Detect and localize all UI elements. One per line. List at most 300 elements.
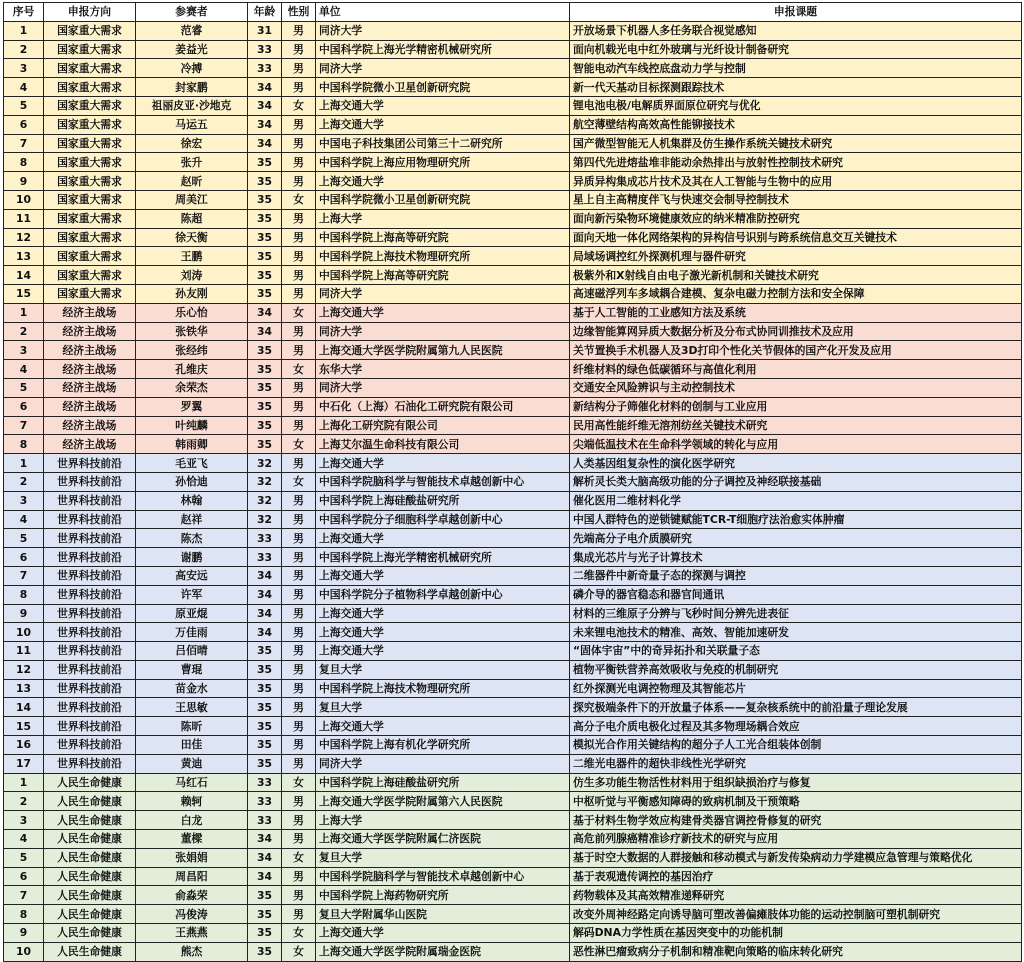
cell-topic: 关节置换手术机器人及3D打印个性化关节假体的国产化开发及应用 bbox=[570, 341, 1022, 360]
cell-unit: 复旦大学 bbox=[316, 660, 570, 679]
cell-unit: 中国科学院脑科学与智能技术卓越创新中心 bbox=[316, 867, 570, 886]
cell-age: 34 bbox=[248, 848, 282, 867]
cell-age: 35 bbox=[248, 886, 282, 905]
cell-age: 35 bbox=[248, 190, 282, 209]
cell-age: 35 bbox=[248, 266, 282, 285]
cell-age: 34 bbox=[248, 867, 282, 886]
cell-name: 林翰 bbox=[136, 491, 248, 510]
cell-unit: 上海艾尔温生命科技有限公司 bbox=[316, 435, 570, 454]
table-row bbox=[4, 792, 1022, 811]
cell-topic: 星上自主高精度伴飞与快速交会制导控制技术 bbox=[570, 190, 1022, 209]
table-row bbox=[4, 679, 1022, 698]
cell-name: 黄迪 bbox=[136, 754, 248, 773]
cell-topic: 基于人工智能的工业感知方法及系统 bbox=[570, 303, 1022, 322]
cell-gender: 男 bbox=[282, 40, 316, 59]
header-unit: 单位 bbox=[316, 3, 570, 22]
cell-direction: 经济主战场 bbox=[44, 303, 136, 322]
table-row bbox=[4, 40, 1022, 59]
cell-direction: 经济主战场 bbox=[44, 341, 136, 360]
cell-direction: 人民生命健康 bbox=[44, 867, 136, 886]
header-gender: 性别 bbox=[282, 3, 316, 22]
cell-age: 33 bbox=[248, 792, 282, 811]
cell-direction: 世界科技前沿 bbox=[44, 491, 136, 510]
cell-unit: 中国科学院分子细胞科学卓越创新中心 bbox=[316, 510, 570, 529]
cell-no: 13 bbox=[4, 247, 44, 266]
cell-gender: 男 bbox=[282, 209, 316, 228]
cell-age: 34 bbox=[248, 322, 282, 341]
cell-age: 31 bbox=[248, 21, 282, 40]
cell-no: 4 bbox=[4, 78, 44, 97]
cell-topic: 航空薄壁结构高效高性能铆接技术 bbox=[570, 115, 1022, 134]
cell-direction: 人民生命健康 bbox=[44, 886, 136, 905]
cell-unit: 同济大学 bbox=[316, 284, 570, 303]
cell-age: 34 bbox=[248, 303, 282, 322]
cell-name: 姜益光 bbox=[136, 40, 248, 59]
cell-unit: 复旦大学附属华山医院 bbox=[316, 905, 570, 924]
cell-gender: 男 bbox=[282, 247, 316, 266]
cell-gender: 男 bbox=[282, 886, 316, 905]
cell-topic: “固体宇宙”中的奇异拓扑和关联量子态 bbox=[570, 642, 1022, 661]
cell-no: 7 bbox=[4, 134, 44, 153]
cell-unit: 中国科学院上海有机化学研究所 bbox=[316, 736, 570, 755]
cell-no: 3 bbox=[4, 341, 44, 360]
table-row bbox=[4, 21, 1022, 40]
cell-gender: 男 bbox=[282, 642, 316, 661]
table-row bbox=[4, 378, 1022, 397]
cell-gender: 男 bbox=[282, 548, 316, 567]
cell-topic: 面向天地一体化网络架构的异构信号识别与跨系统信息交互关键技术 bbox=[570, 228, 1022, 247]
cell-name: 范睿 bbox=[136, 21, 248, 40]
cell-name: 孙友刚 bbox=[136, 284, 248, 303]
cell-direction: 人民生命健康 bbox=[44, 830, 136, 849]
cell-name: 周美江 bbox=[136, 190, 248, 209]
cell-no: 6 bbox=[4, 548, 44, 567]
cell-topic: 异质异构集成芯片技术及其在人工智能与生物中的应用 bbox=[570, 172, 1022, 191]
cell-topic: 基于时空大数据的人群接触和移动模式与新发传染病动力学建模应急管理与策略优化 bbox=[570, 848, 1022, 867]
cell-name: 陈超 bbox=[136, 209, 248, 228]
cell-no: 14 bbox=[4, 266, 44, 285]
cell-no: 5 bbox=[4, 378, 44, 397]
cell-name: 赖轲 bbox=[136, 792, 248, 811]
cell-unit: 中国科学院上海应用物理研究所 bbox=[316, 153, 570, 172]
cell-gender: 女 bbox=[282, 924, 316, 943]
cell-direction: 国家重大需求 bbox=[44, 134, 136, 153]
cell-gender: 男 bbox=[282, 529, 316, 548]
cell-topic: 探究极端条件下的开放量子体系——复杂核系统中的前沿量子理论发展 bbox=[570, 698, 1022, 717]
cell-gender: 男 bbox=[282, 623, 316, 642]
table-row bbox=[4, 284, 1022, 303]
cell-unit: 上海交通大学 bbox=[316, 717, 570, 736]
cell-name: 谢鹏 bbox=[136, 548, 248, 567]
table-row bbox=[4, 78, 1022, 97]
cell-age: 32 bbox=[248, 472, 282, 491]
cell-gender: 男 bbox=[282, 585, 316, 604]
cell-gender: 女 bbox=[282, 303, 316, 322]
cell-gender: 女 bbox=[282, 360, 316, 379]
table-row bbox=[4, 867, 1022, 886]
table-row bbox=[4, 491, 1022, 510]
cell-name: 张经纬 bbox=[136, 341, 248, 360]
cell-age: 35 bbox=[248, 905, 282, 924]
cell-direction: 国家重大需求 bbox=[44, 284, 136, 303]
table-row bbox=[4, 698, 1022, 717]
cell-topic: 解析灵长类大脑高级功能的分子调控及神经联接基础 bbox=[570, 472, 1022, 491]
cell-no: 12 bbox=[4, 228, 44, 247]
cell-topic: 面向机载光电中红外玻璃与光纤设计制备研究 bbox=[570, 40, 1022, 59]
cell-direction: 世界科技前沿 bbox=[44, 548, 136, 567]
cell-age: 35 bbox=[248, 360, 282, 379]
cell-name: 马红石 bbox=[136, 773, 248, 792]
table-row bbox=[4, 341, 1022, 360]
table-row bbox=[4, 736, 1022, 755]
cell-topic: 材料的三维原子分辨与飞秒时间分辨先进表征 bbox=[570, 604, 1022, 623]
cell-age: 35 bbox=[248, 924, 282, 943]
cell-gender: 男 bbox=[282, 754, 316, 773]
cell-topic: 恶性淋巴瘤致病分子机制和精准靶向策略的临床转化研究 bbox=[570, 942, 1022, 961]
cell-unit: 上海交通大学 bbox=[316, 529, 570, 548]
cell-direction: 国家重大需求 bbox=[44, 190, 136, 209]
award-table bbox=[3, 2, 1022, 962]
table-row bbox=[4, 773, 1022, 792]
table-row bbox=[4, 96, 1022, 115]
cell-age: 35 bbox=[248, 736, 282, 755]
cell-age: 33 bbox=[248, 773, 282, 792]
cell-no: 8 bbox=[4, 585, 44, 604]
cell-unit: 中国科学院上海高等研究院 bbox=[316, 266, 570, 285]
table-row bbox=[4, 585, 1022, 604]
cell-direction: 世界科技前沿 bbox=[44, 566, 136, 585]
cell-gender: 男 bbox=[282, 59, 316, 78]
cell-gender: 男 bbox=[282, 867, 316, 886]
header-no: 序号 bbox=[4, 3, 44, 22]
cell-topic: 红外探测光电调控物理及其智能芯片 bbox=[570, 679, 1022, 698]
cell-no: 1 bbox=[4, 303, 44, 322]
cell-unit: 东华大学 bbox=[316, 360, 570, 379]
cell-unit: 中国科学院上海硅酸盐研究所 bbox=[316, 773, 570, 792]
cell-topic: 新结构分子筛催化材料的创制与工业应用 bbox=[570, 397, 1022, 416]
cell-name: 韩雨卿 bbox=[136, 435, 248, 454]
cell-no: 6 bbox=[4, 115, 44, 134]
cell-gender: 男 bbox=[282, 510, 316, 529]
cell-name: 张升 bbox=[136, 153, 248, 172]
cell-direction: 世界科技前沿 bbox=[44, 585, 136, 604]
cell-no: 10 bbox=[4, 190, 44, 209]
table-row bbox=[4, 566, 1022, 585]
table-row bbox=[4, 172, 1022, 191]
cell-gender: 男 bbox=[282, 698, 316, 717]
cell-unit: 上海大学 bbox=[316, 811, 570, 830]
cell-name: 高安远 bbox=[136, 566, 248, 585]
cell-direction: 人民生命健康 bbox=[44, 905, 136, 924]
table-row bbox=[4, 942, 1022, 961]
cell-gender: 女 bbox=[282, 773, 316, 792]
cell-direction: 国家重大需求 bbox=[44, 78, 136, 97]
table-row bbox=[4, 848, 1022, 867]
cell-direction: 国家重大需求 bbox=[44, 96, 136, 115]
table-row bbox=[4, 59, 1022, 78]
cell-direction: 世界科技前沿 bbox=[44, 660, 136, 679]
cell-topic: 催化医用二维材料化学 bbox=[570, 491, 1022, 510]
cell-gender: 男 bbox=[282, 115, 316, 134]
cell-name: 冷搏 bbox=[136, 59, 248, 78]
cell-topic: 极紫外和X射线自由电子激光新机制和关键技术研究 bbox=[570, 266, 1022, 285]
cell-name: 乐心怡 bbox=[136, 303, 248, 322]
cell-name: 熊杰 bbox=[136, 942, 248, 961]
cell-topic: 二维光电器件的超快非线性光学研究 bbox=[570, 754, 1022, 773]
cell-no: 10 bbox=[4, 623, 44, 642]
cell-unit: 中国科学院上海硅酸盐研究所 bbox=[316, 491, 570, 510]
cell-direction: 世界科技前沿 bbox=[44, 623, 136, 642]
cell-name: 张娟娟 bbox=[136, 848, 248, 867]
cell-no: 1 bbox=[4, 773, 44, 792]
table-row bbox=[4, 322, 1022, 341]
cell-gender: 男 bbox=[282, 397, 316, 416]
cell-topic: 智能电动汽车线控底盘动力学与控制 bbox=[570, 59, 1022, 78]
cell-direction: 国家重大需求 bbox=[44, 172, 136, 191]
cell-unit: 上海交通大学 bbox=[316, 303, 570, 322]
cell-unit: 中国科学院分子植物科学卓越创新中心 bbox=[316, 585, 570, 604]
table-row bbox=[4, 397, 1022, 416]
cell-age: 35 bbox=[248, 284, 282, 303]
cell-no: 12 bbox=[4, 660, 44, 679]
table-row bbox=[4, 115, 1022, 134]
cell-no: 7 bbox=[4, 886, 44, 905]
cell-no: 15 bbox=[4, 717, 44, 736]
cell-name: 祖丽皮亚·沙地克 bbox=[136, 96, 248, 115]
cell-direction: 世界科技前沿 bbox=[44, 604, 136, 623]
table-row bbox=[4, 529, 1022, 548]
cell-topic: 药物载体及其高效精准递释研究 bbox=[570, 886, 1022, 905]
cell-unit: 上海交通大学 bbox=[316, 454, 570, 473]
table-row bbox=[4, 454, 1022, 473]
cell-unit: 同济大学 bbox=[316, 322, 570, 341]
cell-name: 万佳雨 bbox=[136, 623, 248, 642]
cell-no: 15 bbox=[4, 284, 44, 303]
cell-name: 徐宏 bbox=[136, 134, 248, 153]
cell-topic: 高危前列腺癌精准诊疗新技术的研究与应用 bbox=[570, 830, 1022, 849]
cell-age: 32 bbox=[248, 491, 282, 510]
cell-direction: 世界科技前沿 bbox=[44, 736, 136, 755]
cell-gender: 男 bbox=[282, 378, 316, 397]
cell-direction: 世界科技前沿 bbox=[44, 679, 136, 698]
cell-topic: 基于表观遗传调控的基因治疗 bbox=[570, 867, 1022, 886]
cell-age: 35 bbox=[248, 416, 282, 435]
cell-direction: 国家重大需求 bbox=[44, 209, 136, 228]
cell-age: 34 bbox=[248, 134, 282, 153]
cell-unit: 中国电子科技集团公司第三十二研究所 bbox=[316, 134, 570, 153]
cell-gender: 男 bbox=[282, 134, 316, 153]
cell-name: 封家鹏 bbox=[136, 78, 248, 97]
cell-topic: 解码DNA力学性质在基因突变中的功能机制 bbox=[570, 924, 1022, 943]
cell-topic: 植物平衡铁营养高效吸收与免疫的机制研究 bbox=[570, 660, 1022, 679]
cell-unit: 中石化（上海）石油化工研究院有限公司 bbox=[316, 397, 570, 416]
cell-name: 俞淼荣 bbox=[136, 886, 248, 905]
cell-direction: 经济主战场 bbox=[44, 416, 136, 435]
cell-unit: 同济大学 bbox=[316, 21, 570, 40]
cell-age: 35 bbox=[248, 397, 282, 416]
cell-no: 9 bbox=[4, 924, 44, 943]
table-row bbox=[4, 754, 1022, 773]
cell-no: 7 bbox=[4, 416, 44, 435]
cell-direction: 世界科技前沿 bbox=[44, 642, 136, 661]
cell-direction: 国家重大需求 bbox=[44, 59, 136, 78]
cell-topic: 新一代天基动目标探测跟踪技术 bbox=[570, 78, 1022, 97]
cell-direction: 经济主战场 bbox=[44, 322, 136, 341]
cell-unit: 上海交通大学 bbox=[316, 96, 570, 115]
cell-name: 苗金水 bbox=[136, 679, 248, 698]
cell-gender: 男 bbox=[282, 322, 316, 341]
table-row bbox=[4, 266, 1022, 285]
cell-no: 3 bbox=[4, 811, 44, 830]
cell-no: 1 bbox=[4, 454, 44, 473]
cell-topic: 国产微型智能无人机集群及仿生操作系统关键技术研究 bbox=[570, 134, 1022, 153]
cell-age: 35 bbox=[248, 660, 282, 679]
cell-topic: 开放场景下机器人多任务联合视觉感知 bbox=[570, 21, 1022, 40]
cell-name: 田佳 bbox=[136, 736, 248, 755]
cell-unit: 中国科学院微小卫星创新研究院 bbox=[316, 78, 570, 97]
cell-age: 35 bbox=[248, 209, 282, 228]
cell-unit: 上海交通大学 bbox=[316, 642, 570, 661]
cell-topic: 磷介导的器官稳态和器官间通讯 bbox=[570, 585, 1022, 604]
cell-gender: 男 bbox=[282, 566, 316, 585]
cell-age: 34 bbox=[248, 96, 282, 115]
cell-name: 董樑 bbox=[136, 830, 248, 849]
cell-gender: 女 bbox=[282, 472, 316, 491]
cell-name: 王思敏 bbox=[136, 698, 248, 717]
cell-gender: 女 bbox=[282, 190, 316, 209]
header-age: 年龄 bbox=[248, 3, 282, 22]
cell-direction: 国家重大需求 bbox=[44, 153, 136, 172]
cell-name: 孙恰迪 bbox=[136, 472, 248, 491]
cell-direction: 经济主战场 bbox=[44, 397, 136, 416]
cell-name: 马运五 bbox=[136, 115, 248, 134]
cell-gender: 男 bbox=[282, 604, 316, 623]
table-row bbox=[4, 623, 1022, 642]
cell-topic: 高分子电介质电极化过程及其多物理场耦合效应 bbox=[570, 717, 1022, 736]
header-name: 参赛者 bbox=[136, 3, 248, 22]
cell-direction: 国家重大需求 bbox=[44, 266, 136, 285]
table-row bbox=[4, 642, 1022, 661]
cell-name: 白龙 bbox=[136, 811, 248, 830]
cell-age: 35 bbox=[248, 942, 282, 961]
cell-topic: 先端高分子电介质膜研究 bbox=[570, 529, 1022, 548]
cell-gender: 男 bbox=[282, 811, 316, 830]
cell-topic: 仿生多功能生物活性材料用于组织缺损治疗与修复 bbox=[570, 773, 1022, 792]
cell-unit: 上海交通大学 bbox=[316, 172, 570, 191]
cell-age: 35 bbox=[248, 172, 282, 191]
cell-gender: 男 bbox=[282, 172, 316, 191]
cell-name: 叶纯麟 bbox=[136, 416, 248, 435]
cell-topic: 基于材料生物学效应构建骨类器官调控骨修复的研究 bbox=[570, 811, 1022, 830]
cell-gender: 女 bbox=[282, 848, 316, 867]
cell-name: 徐天衡 bbox=[136, 228, 248, 247]
cell-no: 17 bbox=[4, 754, 44, 773]
cell-gender: 女 bbox=[282, 435, 316, 454]
cell-age: 32 bbox=[248, 510, 282, 529]
cell-gender: 男 bbox=[282, 228, 316, 247]
cell-no: 4 bbox=[4, 510, 44, 529]
cell-topic: 人类基因组复杂性的演化医学研究 bbox=[570, 454, 1022, 473]
table-row bbox=[4, 604, 1022, 623]
cell-gender: 男 bbox=[282, 792, 316, 811]
cell-topic: 边缘智能算网异质大数据分析及分布式协同训推技术及应用 bbox=[570, 322, 1022, 341]
cell-age: 34 bbox=[248, 585, 282, 604]
cell-name: 刘涛 bbox=[136, 266, 248, 285]
cell-name: 王鹏 bbox=[136, 247, 248, 266]
header-topic: 申报课题 bbox=[570, 3, 1022, 22]
cell-age: 34 bbox=[248, 604, 282, 623]
cell-name: 赵祥 bbox=[136, 510, 248, 529]
table-row bbox=[4, 811, 1022, 830]
cell-age: 33 bbox=[248, 59, 282, 78]
cell-name: 孔维庆 bbox=[136, 360, 248, 379]
table-row bbox=[4, 717, 1022, 736]
cell-topic: 中枢听觉与平衡感知障碍的致病机制及干预策略 bbox=[570, 792, 1022, 811]
cell-direction: 国家重大需求 bbox=[44, 115, 136, 134]
cell-gender: 男 bbox=[282, 717, 316, 736]
cell-age: 33 bbox=[248, 811, 282, 830]
table-row bbox=[4, 416, 1022, 435]
cell-gender: 女 bbox=[282, 96, 316, 115]
cell-gender: 男 bbox=[282, 905, 316, 924]
cell-no: 8 bbox=[4, 435, 44, 454]
cell-age: 35 bbox=[248, 435, 282, 454]
cell-unit: 上海化工研究院有限公司 bbox=[316, 416, 570, 435]
cell-topic: 交通安全风险辨识与主动控制技术 bbox=[570, 378, 1022, 397]
cell-direction: 国家重大需求 bbox=[44, 228, 136, 247]
cell-topic: 高速磁浮列车多域耦合建模、复杂电磁力控制方法和安全保障 bbox=[570, 284, 1022, 303]
cell-unit: 上海交通大学 bbox=[316, 115, 570, 134]
cell-direction: 世界科技前沿 bbox=[44, 717, 136, 736]
cell-no: 9 bbox=[4, 604, 44, 623]
table-row bbox=[4, 303, 1022, 322]
cell-direction: 经济主战场 bbox=[44, 360, 136, 379]
cell-direction: 世界科技前沿 bbox=[44, 529, 136, 548]
cell-direction: 世界科技前沿 bbox=[44, 454, 136, 473]
cell-topic: 改变外周神经路定向诱导脑可塑改善偏瘫肢体功能的运动控制脑可塑机制研究 bbox=[570, 905, 1022, 924]
cell-no: 3 bbox=[4, 59, 44, 78]
cell-no: 4 bbox=[4, 830, 44, 849]
cell-unit: 中国科学院上海光学精密机械研究所 bbox=[316, 548, 570, 567]
table-row bbox=[4, 228, 1022, 247]
header-row bbox=[4, 3, 1022, 22]
cell-unit: 中国科学院上海技术物理研究所 bbox=[316, 679, 570, 698]
cell-gender: 男 bbox=[282, 21, 316, 40]
header-direction: 申报方向 bbox=[44, 3, 136, 22]
cell-unit: 中国科学院微小卫星创新研究院 bbox=[316, 190, 570, 209]
cell-unit: 同济大学 bbox=[316, 378, 570, 397]
cell-no: 6 bbox=[4, 397, 44, 416]
cell-no: 8 bbox=[4, 153, 44, 172]
cell-direction: 世界科技前沿 bbox=[44, 698, 136, 717]
cell-direction: 经济主战场 bbox=[44, 435, 136, 454]
cell-age: 35 bbox=[248, 228, 282, 247]
cell-name: 冯俊涛 bbox=[136, 905, 248, 924]
cell-age: 35 bbox=[248, 679, 282, 698]
cell-no: 2 bbox=[4, 472, 44, 491]
cell-name: 张铁华 bbox=[136, 322, 248, 341]
table-row bbox=[4, 830, 1022, 849]
cell-direction: 人民生命健康 bbox=[44, 792, 136, 811]
table-row bbox=[4, 886, 1022, 905]
cell-topic: 尖端低温技术在生命科学领域的转化与应用 bbox=[570, 435, 1022, 454]
cell-direction: 人民生命健康 bbox=[44, 848, 136, 867]
cell-unit: 中国科学院上海技术物理研究所 bbox=[316, 247, 570, 266]
cell-no: 2 bbox=[4, 792, 44, 811]
table-row bbox=[4, 924, 1022, 943]
table-row bbox=[4, 905, 1022, 924]
table-row bbox=[4, 153, 1022, 172]
